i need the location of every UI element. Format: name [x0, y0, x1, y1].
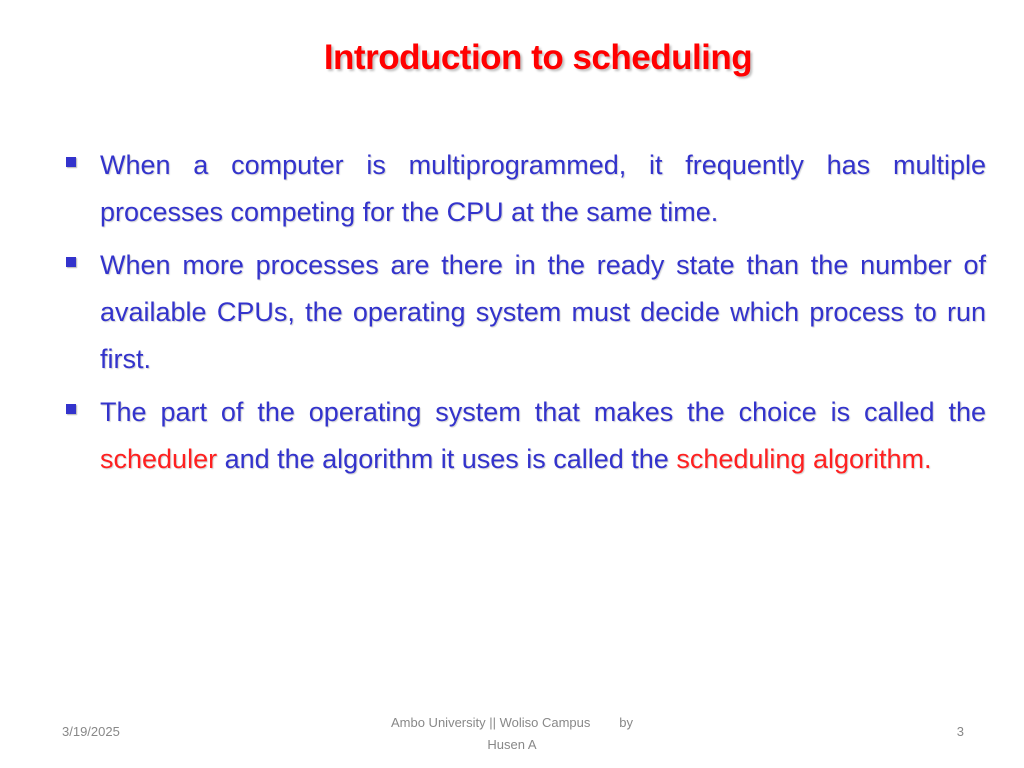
- footer-author: [352, 712, 672, 756]
- page-number: 3: [956, 724, 964, 739]
- slide-title: Introduction to scheduling: [323, 38, 753, 77]
- bullet-text: When a computer is multiprogrammed, it frequently has multiple processes competing for the CPU at the same time.: [100, 150, 986, 227]
- bullet-item: [62, 242, 986, 383]
- bullet-text: When more processes are there in the ready state than the number of available CPUs, the operating system must decide which process to run first.: [100, 250, 986, 374]
- square-bullet-icon: [66, 157, 76, 167]
- footer-author-line-2: Husen A: [487, 737, 537, 752]
- bullet-text: The part of the operating system that makes the choice is called the: [100, 397, 986, 427]
- square-bullet-icon: [66, 404, 76, 414]
- footer-author-line-1: Ambo University || Woliso Campus by: [390, 715, 634, 730]
- bullet-item: [62, 389, 986, 483]
- highlight-term-scheduling-algorithm: scheduling algorithm.: [676, 444, 932, 474]
- footer-date: 3/19/2025: [62, 724, 120, 739]
- bullet-text: and the algorithm it uses is called the: [217, 444, 677, 474]
- square-bullet-icon: [66, 257, 76, 267]
- highlight-term-scheduler: scheduler: [100, 444, 218, 474]
- bullet-list: [62, 142, 986, 489]
- bullet-item: [62, 142, 986, 236]
